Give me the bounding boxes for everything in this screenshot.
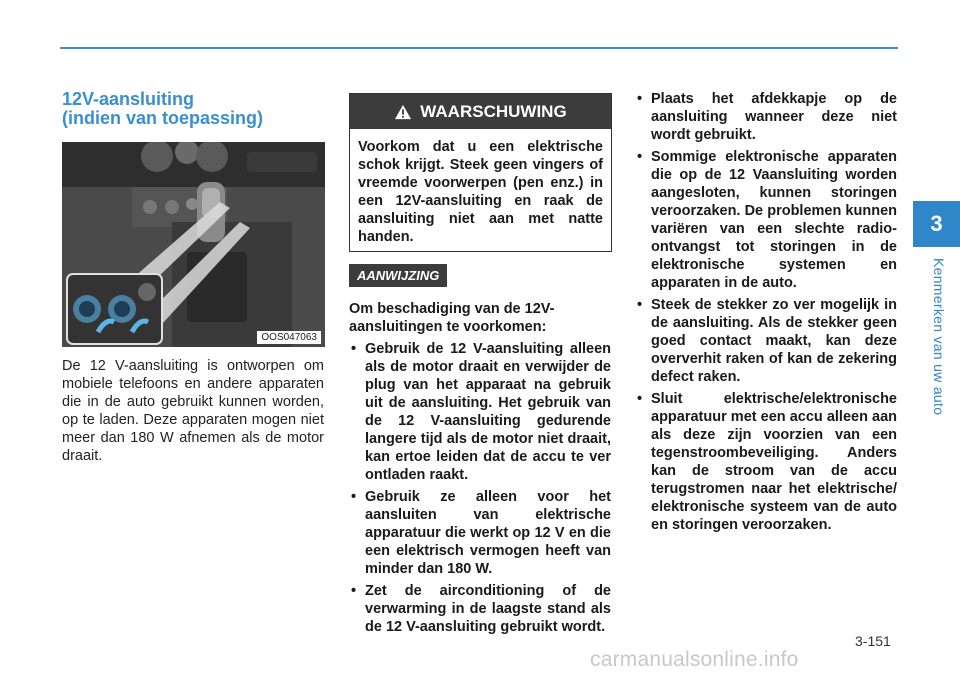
note-bullets-right: [635, 90, 897, 534]
power-outlet-photo: [62, 142, 325, 347]
section-title-line1: 12V-aansluiting: [62, 89, 195, 109]
column-left: [62, 90, 324, 480]
list-item: • Gebruik ze alleen voor het aansluiten van elektrische apparatuur die werkt op 12 V en die een elektrisch vermogen heeft van minder dan 180 W.: [349, 488, 611, 578]
list-item: • Sluit elektrische/elektronische apparatuur met een accu alleen aan als deze zijn voorzien van een tegenstroombeveiliging. Anders kan de stroom van de accu terugstromen naar het elektrische/ elektronische systeem van de auto en storingen veroorzaken.: [635, 390, 897, 534]
section-title: [62, 90, 324, 128]
header-rule: [60, 47, 898, 49]
list-item: • Gebruik de 12 V-aansluiting alleen als de motor draait en verwijder de plug van het apparaat na gebruik uit de aansluiting. Het gebruik van de 12 V-aansluiting gedurende langere tijd als de motor niet draait, kan ertoe leiden dat de accu te ver ontladen raakt.: [349, 340, 611, 484]
console-illustration: [62, 142, 325, 347]
chapter-title: Kenmerken van uw auto: [931, 258, 947, 416]
list-item: • Plaats het afdekkapje op de aansluiting wanneer deze niet wordt gebruikt.: [635, 90, 897, 144]
list-item: • Zet de airconditioning of de verwarming in de laagste stand als de 12 V-aansluiting gebruikt wordt.: [349, 582, 611, 636]
warning-box: [349, 93, 612, 252]
warning-label: WAARSCHUWING: [420, 101, 567, 121]
column-right: [635, 90, 897, 534]
note-label: AANWIJZING: [349, 264, 447, 287]
note-bullets-middle: [349, 340, 611, 636]
intro-paragraph: De 12 V-aansluiting is ontworpen om mobiele telefoons en andere apparaten die in de auto gebruikt kunnen worden, op te laden. Deze apparaten mogen niet meer dan 180 W afnemen als de motor draait.: [62, 358, 324, 464]
warning-triangle-icon: [394, 104, 412, 120]
note-intro: Om beschadiging van de 12V-aansluitingen te voorkomen:: [349, 301, 555, 335]
list-item: • Steek de stekker zo ver mogelijk in de aansluiting. Als de stekker geen goed contact maakt, kan deze oververhit raken of kan de zekering defect raken.: [635, 296, 897, 386]
photo-caption: OOS047063: [257, 331, 321, 344]
warning-header: [350, 94, 611, 129]
list-item: • Sommige elektronische apparaten die op de 12 Vaansluiting worden aangesloten, kunnen storingen veroorzaken. De problemen kunnen variëren van een slechte radio-ontvangst tot storingen in de elektronische systemen en apparaten in de auto.: [635, 148, 897, 292]
chapter-tab: 3: [913, 201, 960, 247]
warning-text: Voorkom dat u een elektrische schok krijgt. Steek geen vingers of vreemde voorwerpen (pen enz.) in een 12V-aansluiting en raak de aansluiting niet aan met natte handen.: [358, 139, 603, 245]
column-middle: [349, 93, 611, 636]
watermark: carmanualsonline.info: [590, 648, 799, 671]
section-title-line2: (indien van toepassing): [62, 108, 264, 128]
page-number: 3-151: [855, 633, 891, 649]
